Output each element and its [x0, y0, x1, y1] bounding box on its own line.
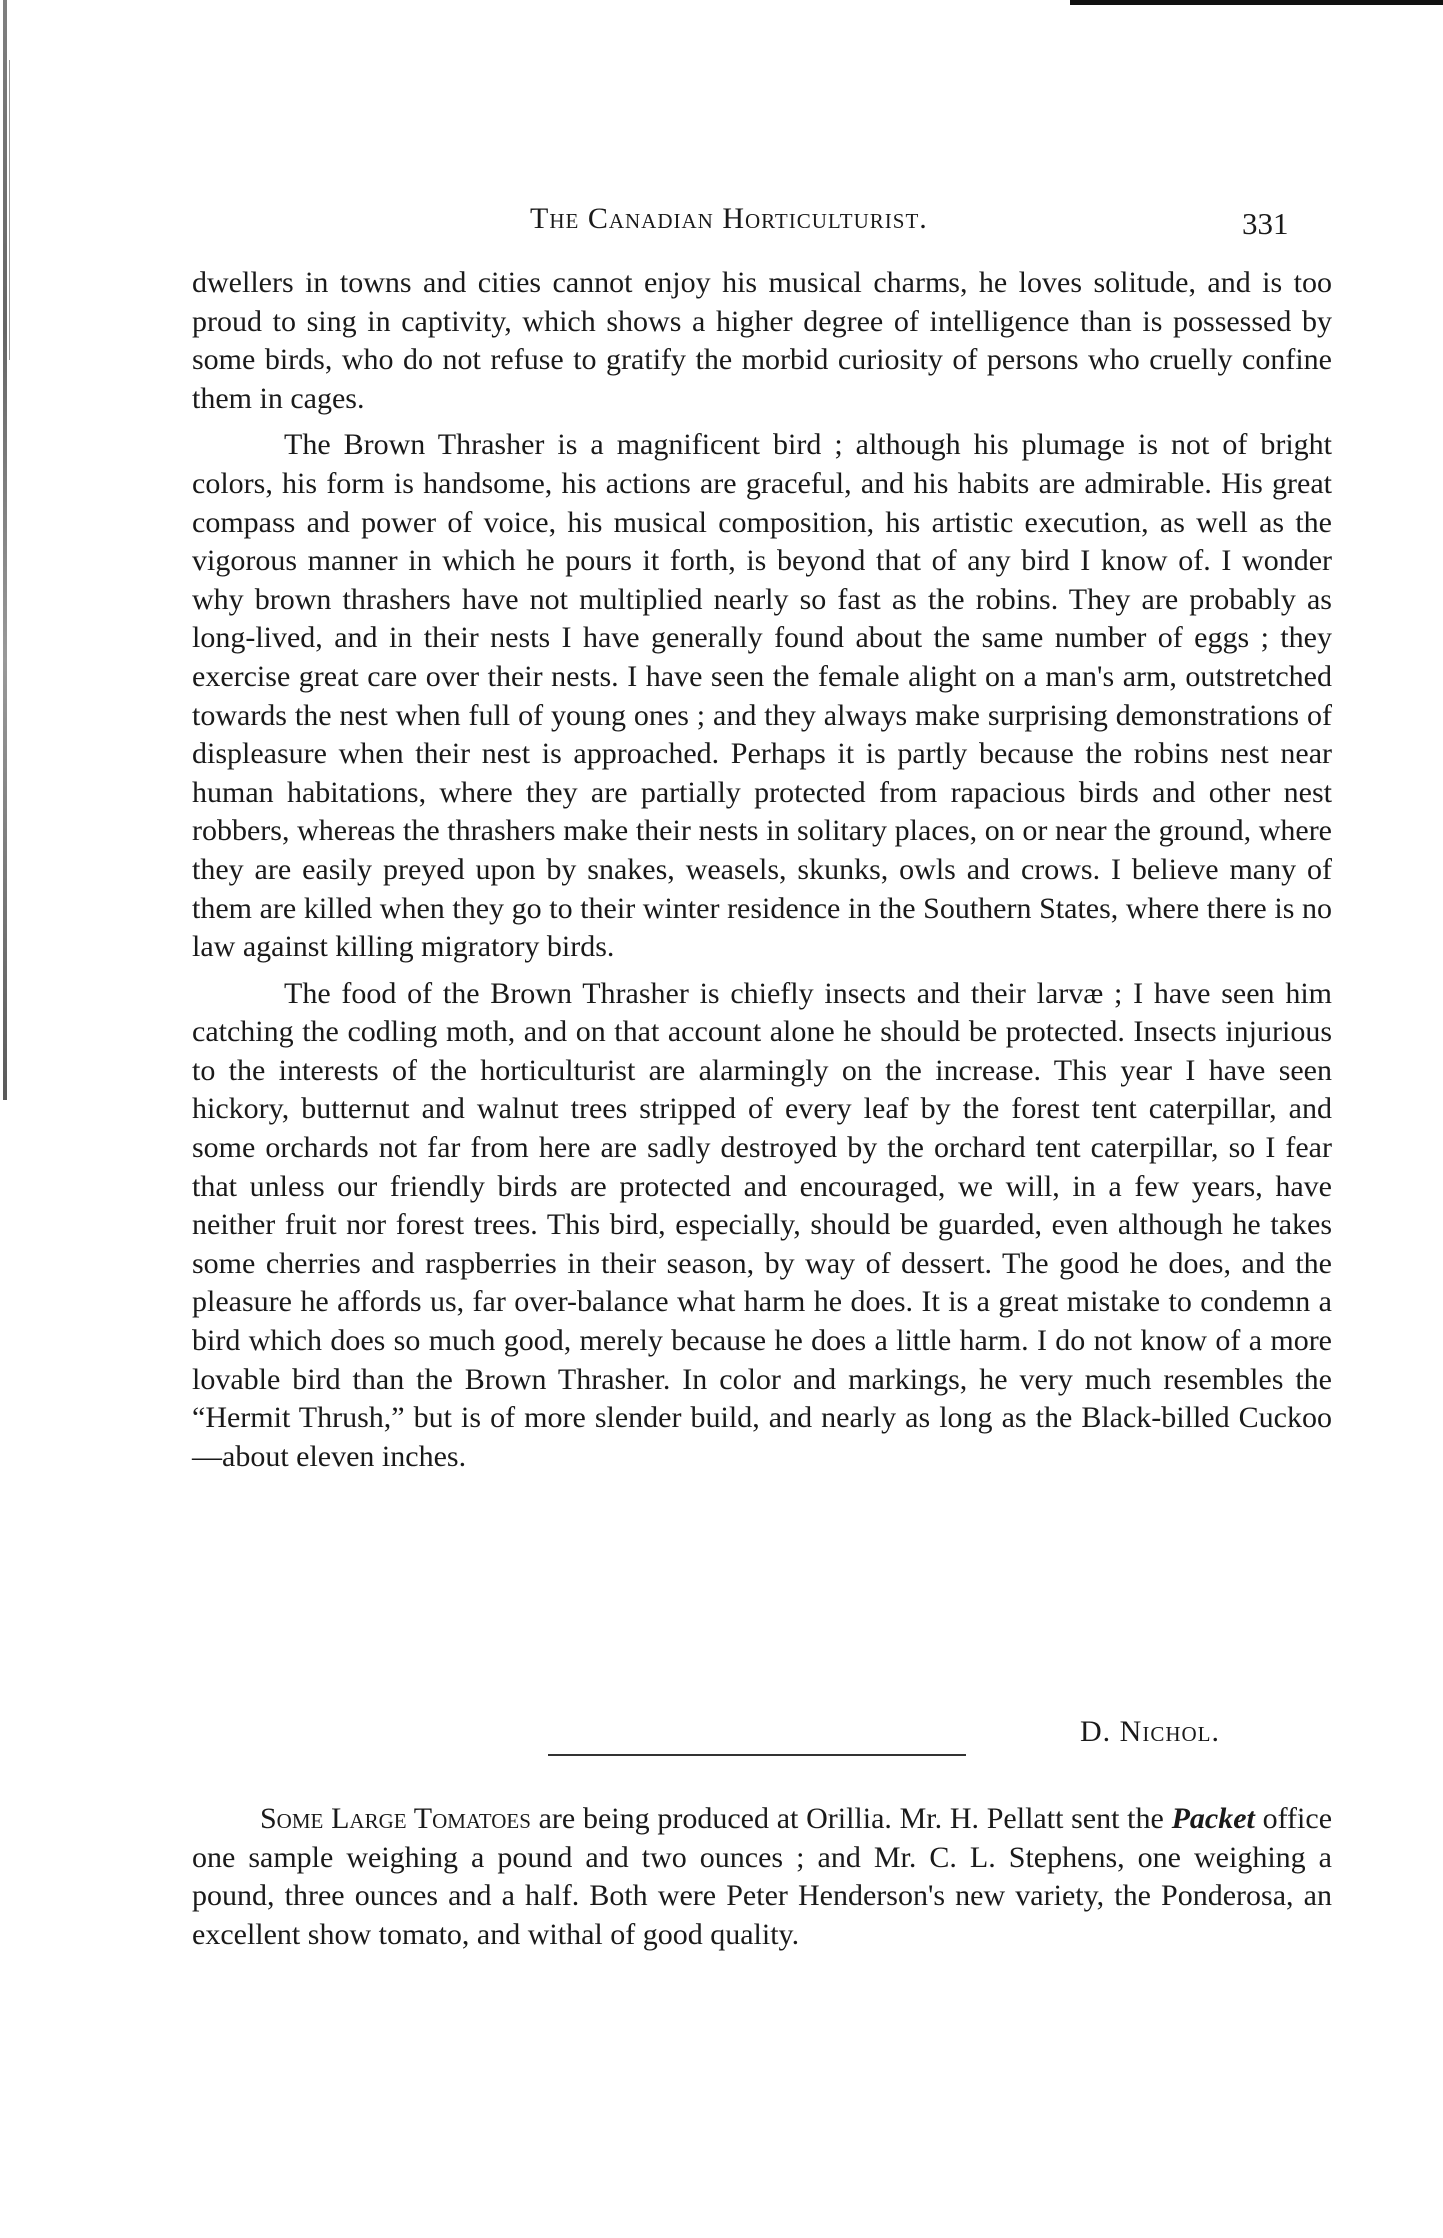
running-title: The Canadian Horticulturist.	[530, 202, 928, 235]
author-signature: D. Nichol.	[1080, 1715, 1220, 1748]
section-divider	[548, 1754, 966, 1756]
note-text-1: are being produced at Orillia. Mr. H. Pellatt sent the	[530, 1802, 1172, 1835]
top-border-rule	[1070, 0, 1443, 5]
news-note	[192, 1800, 1332, 1954]
page-number: 331	[1242, 206, 1289, 241]
paragraph: The Brown Thrasher is a magnificent bird ; although his plumage is not of bright colors, his form is handsome, his actions are graceful, and his habits are admirable. His great compass and power of voice, his musical composition, his artistic execution, as well as the vigorous manner in which he pours it forth, is beyond that of any bird I know of. I wonder why brown thrashers have not multiplied nearly so fast as the robins. They are probably as long-lived, and in their nests I have generally found about the same number of eggs ; they exercise great care over their nests. I have seen the female alight on a man's arm, outstretched towards the nest when full of young ones ; and they always make surprising demonstrations of displeasure when their nest is approached. Perhaps it is partly because the robins nest near human habitations, where they are partially protected from rapacious birds and other nest robbers, whereas the thrashers make their nests in solitary places, on or near the ground, where they are easily preyed upon by snakes, weasels, skunks, owls and crows. I believe many of them are killed when they go to their winter residence in the Southern States, where there is no law against killing migratory birds.	[192, 428, 1332, 964]
note-text-2: office one sample weighing a pound and two ounces ; and Mr. C. L. Stephens, one weighing a pound, three ounces and a half. Both were Peter Henderson's new variety, the Ponderosa, an excellent show tomato, and withal of good quality.	[192, 1802, 1333, 1951]
running-header	[190, 202, 1340, 242]
paragraph: The food of the Brown Thrasher is chiefly insects and their larvæ ; I have seen him catching the codling moth, and on that account alone he should be protected. Insects injurious to the interests of the horticulturist are alarmingly on the increase. This year I have seen hickory, butternut and walnut trees stripped of every leaf by the forest tent caterpillar, and some orchards not far from here are sadly destroyed by the orchard tent caterpillar, so I fear that unless our friendly birds are protected and encouraged, we will, in a few years, have neither fruit nor forest trees. This bird, especially, should be guarded, even although he takes some cherries and raspberries in their season, by way of dessert. The good he does, and the pleasure he affords us, far over-balance what harm he does. It is a great mistake to condemn a bird which does so much good, merely because he does a little harm. I do not know of a more lovable bird than the Brown Thrasher. In color and markings, he very much resembles the “Hermit Thrush,” but is of more slender build, and nearly as long as the Black-billed Cuckoo—about eleven inches.	[192, 976, 1332, 1473]
page-binding-edge	[3, 0, 7, 1100]
paragraph: dwellers in towns and cities cannot enjoy his musical charms, he loves solitude, and is too proud to sing in captivity, which shows a higher degree of intelligence than is possessed by some birds, who do not refuse to gratify the morbid curiosity of persons who cruelly confine them in cages.	[192, 266, 1332, 415]
note-paragraph	[192, 1800, 1332, 1954]
newspaper-name: Packet	[1171, 1802, 1255, 1835]
note-lead: Some Large Tomatoes	[260, 1802, 531, 1835]
page-binding-edge-line	[9, 60, 10, 360]
article-body	[192, 264, 1332, 1484]
